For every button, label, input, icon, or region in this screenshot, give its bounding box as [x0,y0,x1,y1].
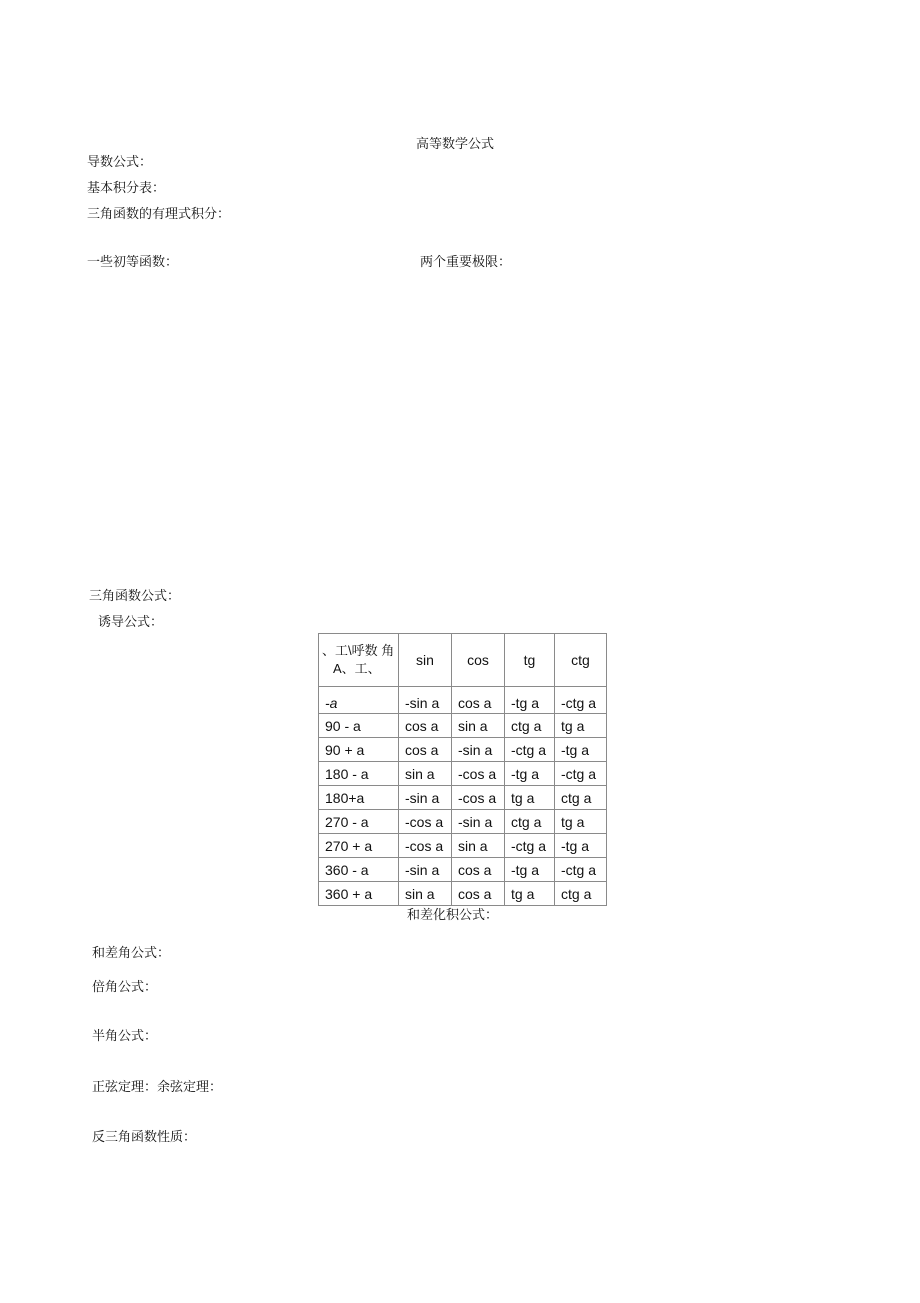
ctg-cell: tg a [555,714,607,738]
angle-cell: 90 + a [319,738,399,762]
tg-cell: ctg a [505,714,555,738]
cos-cell: sin a [452,714,505,738]
angle-cell: 360 + a [319,882,399,906]
sum-to-product-heading: 和差化积公式： [407,908,499,923]
angle-cell: 270 + a [319,834,399,858]
important-limits-heading: 两个重要极限： [420,255,512,270]
column-header-cos: cos [452,634,505,687]
table-row [319,786,607,810]
sin-cell: -sin a [399,858,452,882]
page-title: 高等数学公式 [416,137,495,152]
tg-cell: -tg a [505,687,555,714]
table-row [319,882,607,906]
angle-cell: 360 - a [319,858,399,882]
ctg-cell: tg a [555,810,607,834]
cos-cell: -sin a [452,810,505,834]
induction-formulas-heading: 诱导公式： [98,615,164,630]
angle-cell: -a [319,687,399,714]
sin-cell: cos a [399,714,452,738]
trig-formulas-heading: 三角函数公式： [89,589,181,604]
tg-cell: -ctg a [505,834,555,858]
table-row [319,687,607,714]
table-row [319,762,607,786]
half-angle-heading: 半角公式： [92,1029,158,1044]
tg-cell: -tg a [505,762,555,786]
ctg-cell: -ctg a [555,858,607,882]
ctg-cell: -tg a [555,738,607,762]
sin-cell: cos a [399,738,452,762]
angle-cell: 180 - a [319,762,399,786]
basic-integrals-heading: 基本积分表： [87,181,166,196]
cos-cell: -cos a [452,762,505,786]
sum-diff-angle-heading: 和差角公式： [92,946,171,961]
table-row [319,834,607,858]
cos-cell: -cos a [452,786,505,810]
corner-label-line1: 、工\呼数 角 [322,643,395,658]
trig-rational-integral-heading: 三角函数的有理式积分： [87,207,231,222]
table-row [319,858,607,882]
table-corner-cell [319,634,399,687]
ctg-cell: -ctg a [555,762,607,786]
sin-cell: sin a [399,762,452,786]
sin-cell: -sin a [399,687,452,714]
tg-cell: -tg a [505,858,555,882]
column-header-tg: tg [505,634,555,687]
ctg-cell: -ctg a [555,687,607,714]
sin-cell: -cos a [399,810,452,834]
tg-cell: -ctg a [505,738,555,762]
angle-cell: 270 - a [319,810,399,834]
cos-cell: cos a [452,687,505,714]
angle-cell: 90 - a [319,714,399,738]
angle-cell: 180+a [319,786,399,810]
tg-cell: tg a [505,786,555,810]
tg-cell: ctg a [505,810,555,834]
sin-cell: -cos a [399,834,452,858]
sine-cosine-law-heading: 正弦定理：余弦定理： [92,1080,223,1095]
column-header-ctg: ctg [555,634,607,687]
sin-cell: sin a [399,882,452,906]
double-angle-heading: 倍角公式： [92,980,158,995]
cos-cell: -sin a [452,738,505,762]
ctg-cell: ctg a [555,882,607,906]
corner-label-line2: A、工、 [333,661,381,676]
sin-cell: -sin a [399,786,452,810]
tg-cell: tg a [505,882,555,906]
ctg-cell: -tg a [555,834,607,858]
cos-cell: cos a [452,858,505,882]
table-row [319,738,607,762]
table-row [319,810,607,834]
induction-formula-table [318,633,607,906]
table-header-row [319,634,607,687]
ctg-cell: ctg a [555,786,607,810]
derivative-formulas-heading: 导数公式： [87,155,153,170]
cos-cell: sin a [452,834,505,858]
elementary-functions-heading: 一些初等函数： [87,255,179,270]
table-row [319,714,607,738]
inverse-trig-heading: 反三角函数性质： [92,1130,197,1145]
cos-cell: cos a [452,882,505,906]
column-header-sin: sin [399,634,452,687]
